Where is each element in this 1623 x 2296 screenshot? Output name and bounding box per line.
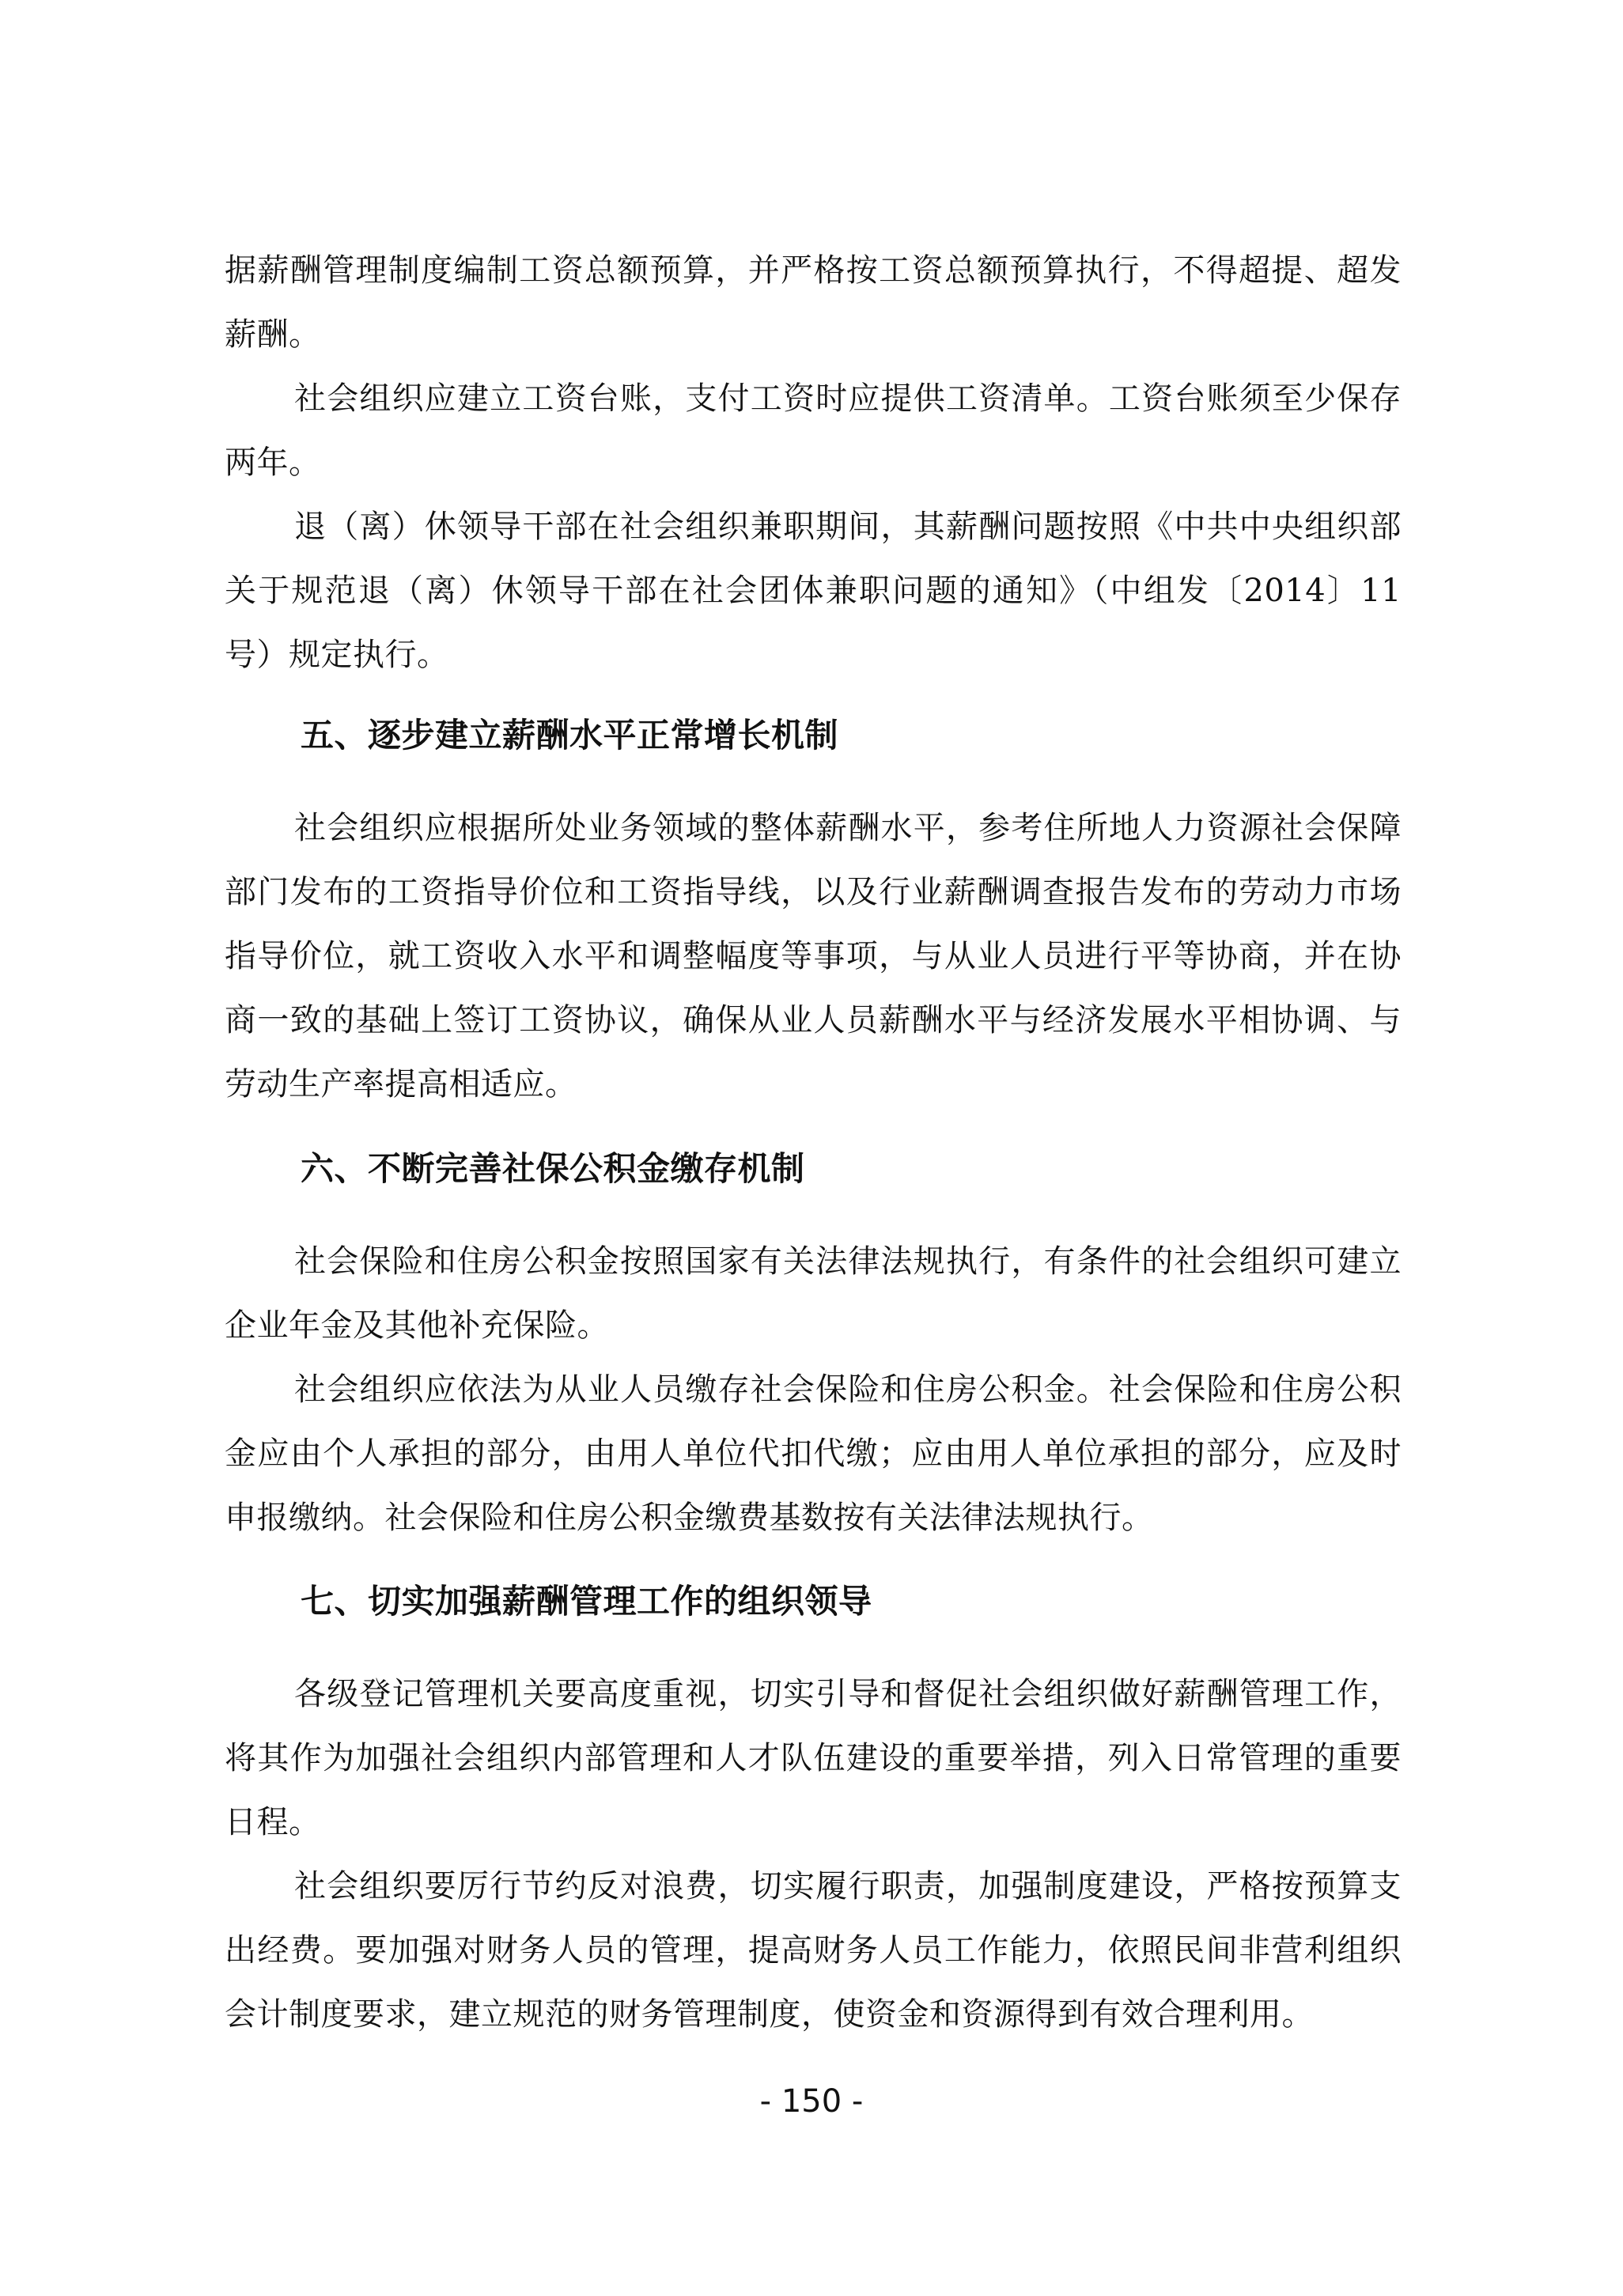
paragraph-frugality: 社会组织要厉行节约反对浪费，切实履行职责，加强制度建设，严格按预算支出经费。要加强对财务人员的管理，提高财务人员工作能力，依照民间非营利组织会计制度要求，建立规范的财务管理制度，使资金和资源得到有效合理利用。 [225,1868,1402,2033]
section-5 [225,712,1402,759]
section-heading-7: 七、切实加强薪酬管理工作的组织领导 [301,1582,872,1621]
paragraph-wage-ledger: 社会组织应建立工资台账，支付工资时应提供工资清单。工资台账须至少保存两年。 [225,380,1402,481]
paragraph-retired-cadres: 退（离）休领导干部在社会组织兼职期间，其薪酬问题按照《中共中央组织部关于规范退（离）休领导干部在社会团体兼职问题的通知》（中组发〔2014〕11号）规定执行。 [225,509,1402,673]
section-7-body [225,1662,1402,2047]
section-5-body [225,796,1402,1117]
paragraph-insurance-payment: 社会组织应依法为从业人员缴存社会保险和住房公积金。社会保险和住房公积金应由个人承担的部分，由用人单位代扣代缴；应由用人单位承担的部分，应及时申报缴纳。社会保险和住房公积金缴费基数按有关法律法规执行。 [225,1371,1402,1536]
paragraph-continuation: 据薪酬管理制度编制工资总额预算，并严格按工资总额预算执行，不得超提、超发薪酬。 [225,252,1402,353]
section-6-body [225,1230,1402,1550]
section-7 [225,1578,1402,1625]
section-heading-5: 五、逐步建立薪酬水平正常增长机制 [301,716,839,755]
paragraph-salary-growth: 社会组织应根据所处业务领域的整体薪酬水平，参考住所地人力资源社会保障部门发布的工资指导价位和工资指导线，以及行业薪酬调查报告发布的劳动力市场指导价位，就工资收入水平和调整幅度等事项，与从业人员进行平等协商，并在协商一致的基础上签订工资协议，确保从业人员薪酬水平与经济发展水平相协调、与劳动生产率提高相适应。 [225,810,1402,1103]
page-number: - 150 - [759,2083,864,2120]
text-block-top [225,239,1402,687]
paragraph-registration-authority: 各级登记管理机关要高度重视，切实引导和督促社会组织做好薪酬管理工作，将其作为加强社会组织内部管理和人才队伍建设的重要举措，列入日常管理的重要日程。 [225,1676,1402,1840]
section-6 [225,1145,1402,1193]
paragraph-social-insurance: 社会保险和住房公积金按照国家有关法律法规执行，有条件的社会组织可建立企业年金及其他补充保险。 [225,1243,1402,1344]
section-heading-6: 六、不断完善社保公积金缴存机制 [301,1149,805,1188]
